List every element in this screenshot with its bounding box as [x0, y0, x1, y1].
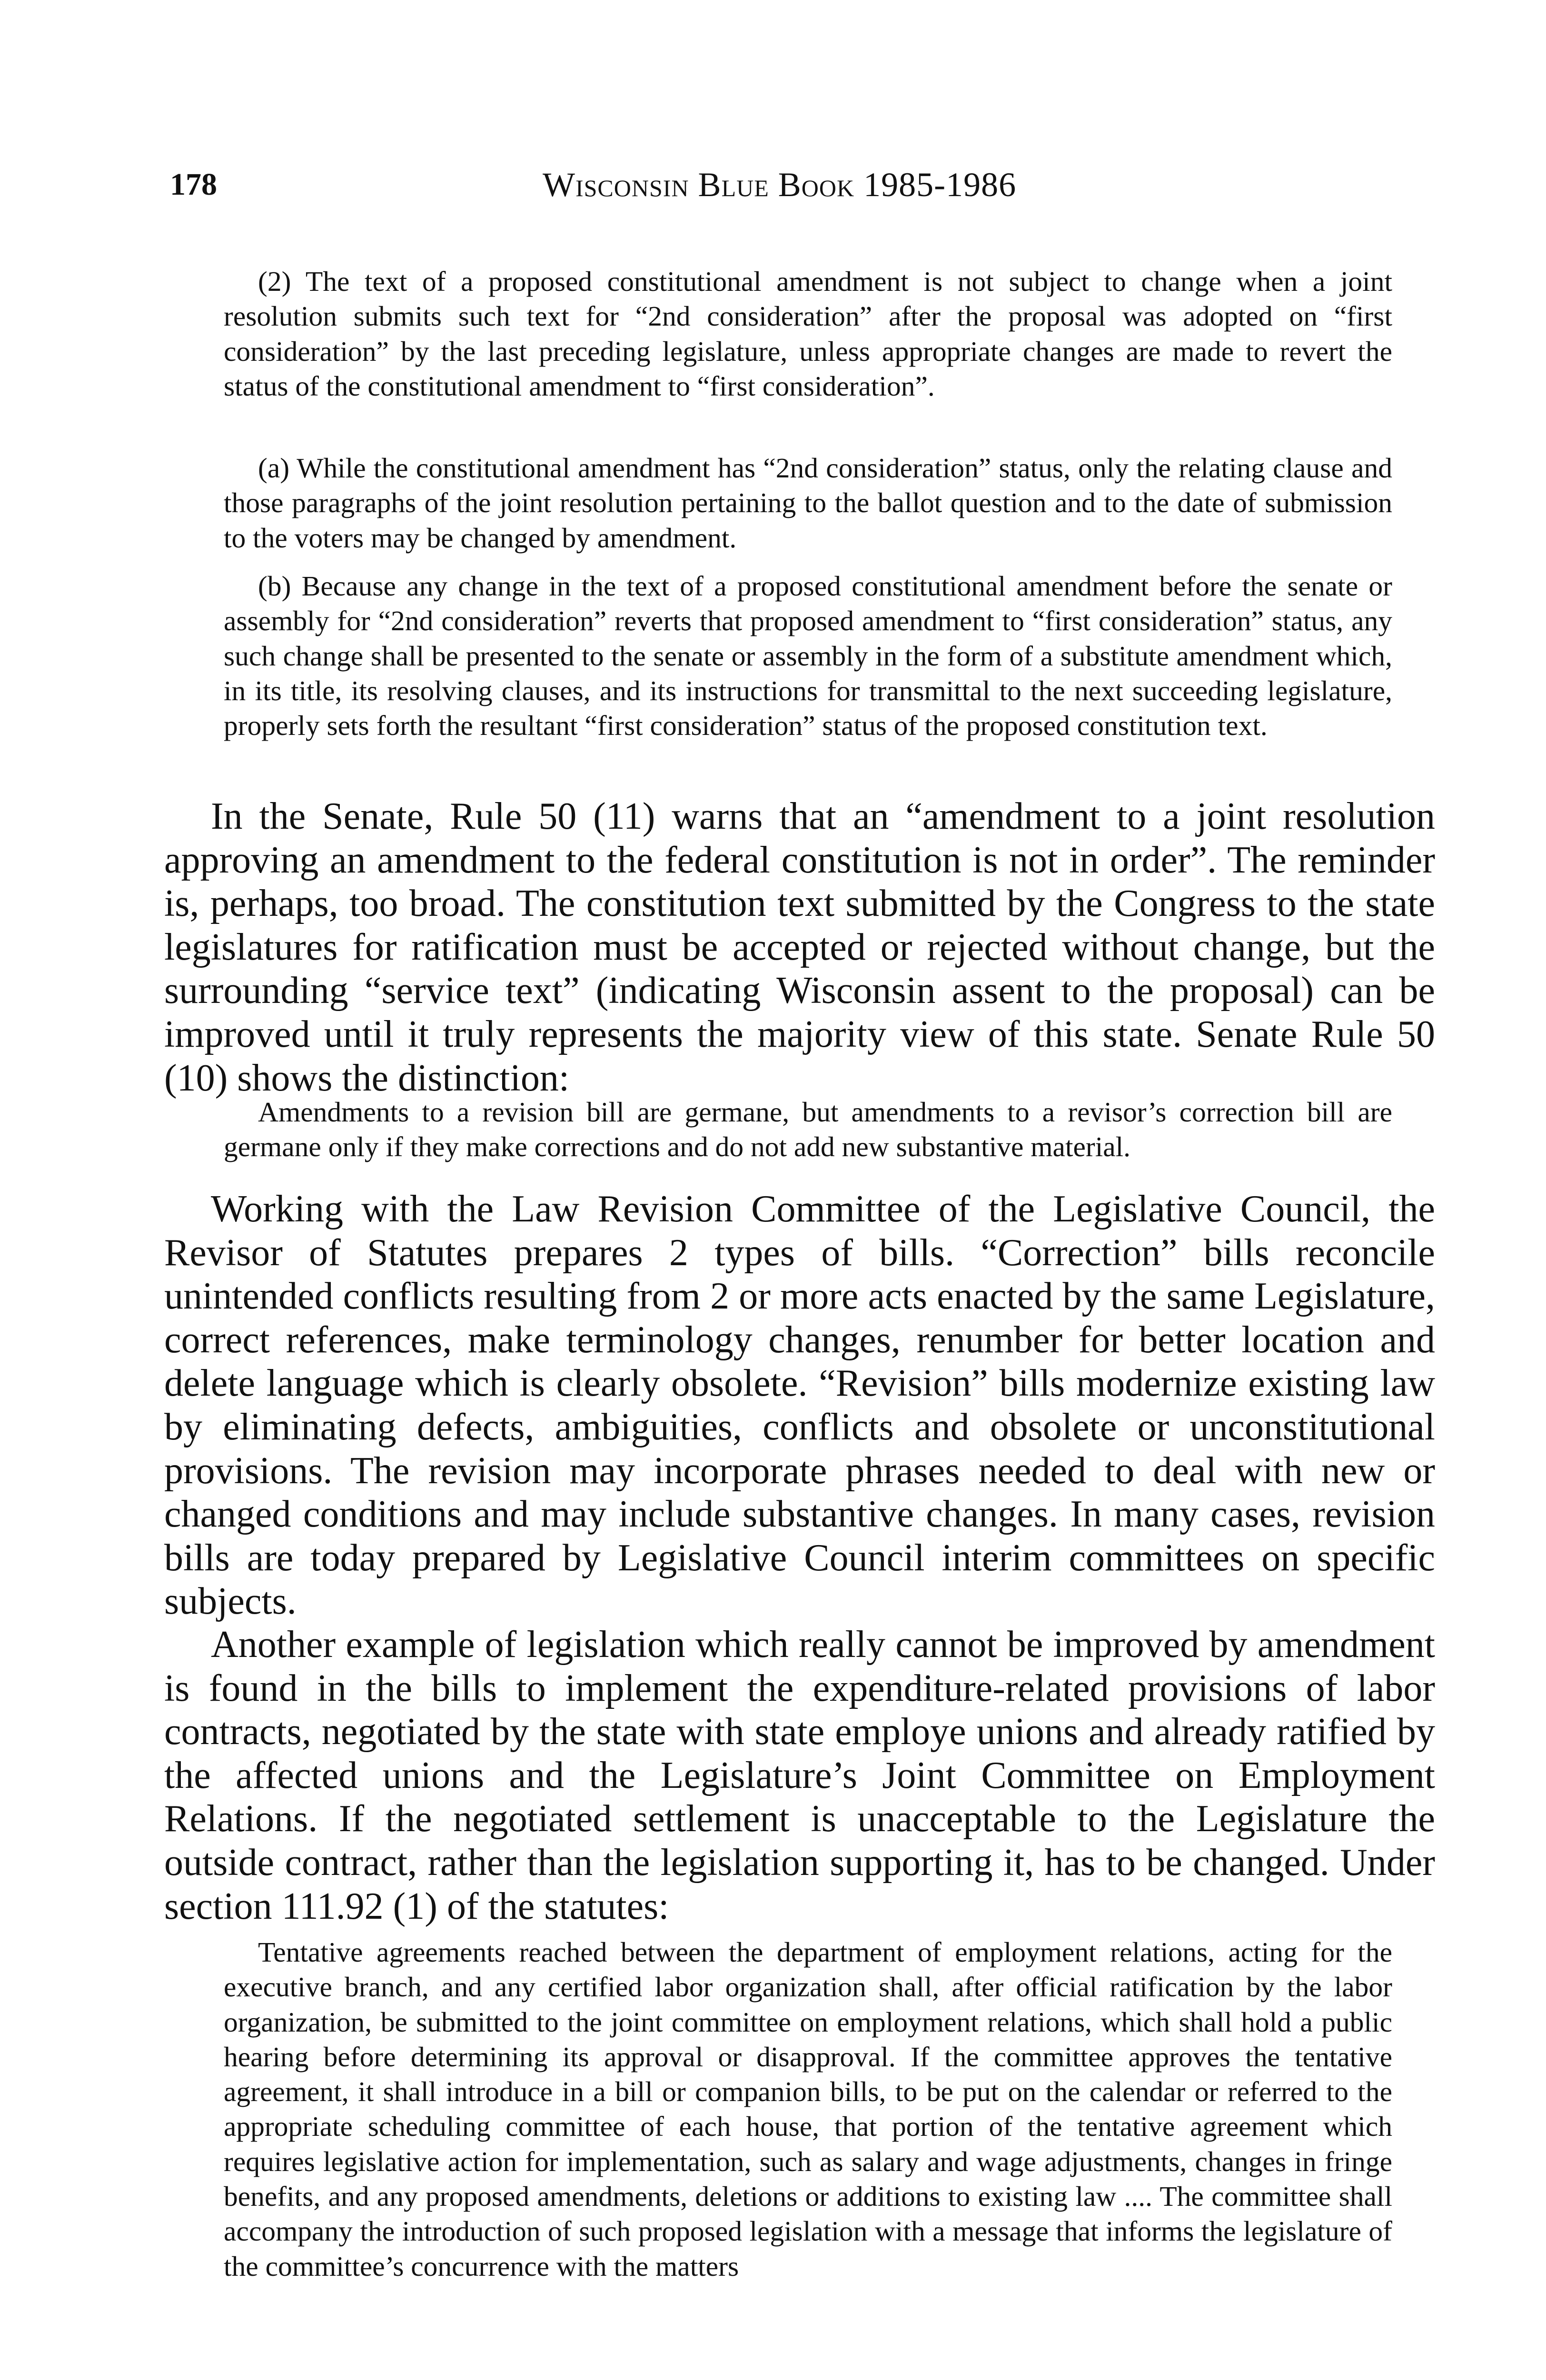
running-head: Wisconsin Blue Book 1985-1986 [543, 166, 1017, 204]
statute-quote: Tentative agreements reached between the department of employment relations, acting for the executive branch, and any certified labor organization shall, after official ratification by the labor organization, be submitted to the joint committee on employment relations, which shall hold a public hearing before determining its approval or disapproval. If the committee approves the tentative agreement, it shall introduce in a bill or companion bills, to be put on the calendar or referred to the appropriate scheduling committee of each house, that portion of the tentative agreement which requires legislative action for implementation, such as salary and wage adjustments, changes in fringe benefits, and any proposed amendments, deletions or additions to existing law .... The committee shall accompany the introduction of such proposed legislation with a message that informs the legislature of the committee’s concurrence with the matters [224, 1936, 1392, 2282]
law-revision-paragraph: Working with the Law Revision Committee of the Legislative Council, the Revisor of Statutes prepares 2 types of bills. “Correction” bills reconcile unintended conflicts resulting from 2 or more acts enacted by the same Legislature, correct references, make terminology changes, renumber for better location and delete language which is clearly obsolete. “Revision” bills modernize existing law by eliminating defects, ambiguities, conflicts and obsolete or unconstitutional provisions. The revision may incorporate phrases needed to deal with new or changed conditions and may include substantive changes. In many cases, revision bills are today prepared by Legislative Council interim committees on specific subjects. [164, 1188, 1435, 1623]
rule-paragraph-2b: (b) Because any change in the text of a proposed constitutional amendment before the senate or assembly for “2nd consideration” reverts that proposed amendment to “first consideration” status, any such change shall be presented to the senate or assembly in the form of a substitute amendment which, in its title, its resolving clauses, and its instructions for transmittal to the next succeeding legislature, properly sets forth the resultant “first consideration” status of the proposed constitution text. [224, 570, 1392, 742]
page-number: 178 [170, 167, 217, 202]
senate-rule-paragraph: In the Senate, Rule 50 (11) warns that an “amendment to a joint resolution approving an amendment to the federal constitution is not in order”. The reminder is, perhaps, too broad. The constitution text submitted by the Congress to the state legislatures for ratification must be accepted or rejected without change, but the surrounding “service text” (indicating Wisconsin assent to the proposal) can be improved until it truly represents the majority view of this state. Senate Rule 50 (10) shows the distinction: [164, 795, 1435, 1099]
labor-contracts-paragraph: Another example of legislation which really cannot be improved by amendment is found in the bills to implement the expenditure-related provisions of labor contracts, negotiated by the state with state employe unions and already ratified by the affected unions and the Legislature’s Joint Committee on Employment Relations. If the negotiated settlement is unacceptable to the Legislature the outside contract, rather than the legislation supporting it, has to be changed. Under section 111.92 (1) of the statutes: [164, 1624, 1435, 1927]
revision-bill-quote: Amendments to a revision bill are germane, but amendments to a revisor’s correction bill are germane only if they make corrections and do not add new substantive material. [224, 1096, 1392, 1163]
rule-paragraph-2a: (a) While the constitutional amendment has “2nd consideration” status, only the relating clause and those paragraphs of the joint resolution pertaining to the ballot question and to the date of submission to the voters may be changed by amendment. [224, 452, 1392, 554]
rule-paragraph-2: (2) The text of a proposed constitutional amendment is not subject to change when a joint resolution submits such text for “2nd consideration” after the proposal was adopted on “first consideration” by the last preceding legislature, unless appropriate changes are made to revert the status of the constitutional amendment to “first consideration”. [224, 266, 1392, 402]
